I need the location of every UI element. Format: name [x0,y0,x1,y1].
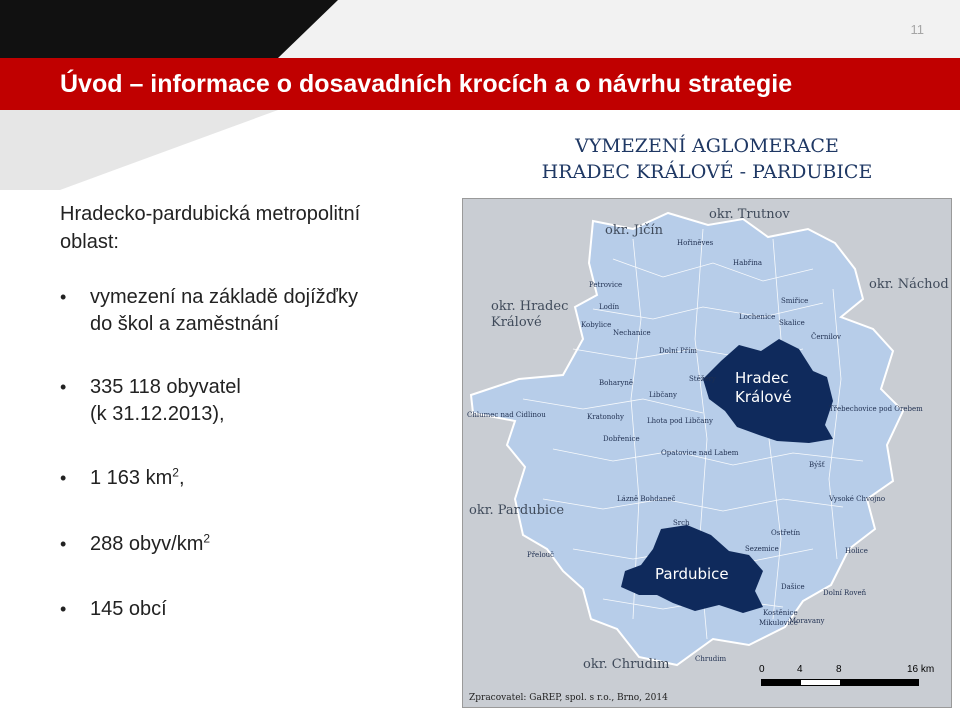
city-label-hradec-kralove [735,369,792,407]
bullet-density [60,531,440,558]
municipality-label: Habřina [733,259,763,267]
page-number: 11 [910,22,924,37]
municipality-label: Lochenice [739,313,776,321]
scale-tick-4: 4 [797,664,803,675]
map-heading-line-2: HRADEC KRÁLOVÉ - PARDUBICE [541,161,873,183]
district-label-jicin: okr. Jičín [605,223,663,238]
district-label-pardubice: okr. Pardubice [469,503,565,518]
bullet-density-superscript: 2 [203,531,211,546]
map-credit: Zpracovatel: GaREP, spol. s r.o., Brno, 2014 [469,693,668,703]
bullet-population-line-2: (k 31.12.2013), [90,403,225,425]
scale-tick-0: 0 [759,664,765,675]
municipality-label: Vysoké Chvojno [829,495,886,503]
municipality-label: Chrudim [695,655,727,663]
bullet-area-value: 1 163 km [90,467,173,489]
district-label-hradec-kralove [491,299,568,331]
district-label-trutnov: okr. Trutnov [709,207,790,222]
municipality-label: Stěžery [689,375,716,383]
municipality-label: Kobylice [581,321,612,329]
city-label-pardubice: Pardubice [655,565,729,583]
municipality-label: Ostřetín [771,529,801,537]
district-label-chrudim: okr. Chrudim [583,657,670,672]
bullet-definition-line-1: • vymezení na základě dojížďky [90,286,358,308]
municipality-label: Dašice [781,583,805,591]
municipality-label: Skalice [779,319,805,327]
slide-title: Úvod – informace o dosavadních krocích a o návrhu strategie [60,70,793,98]
municipality-label: Opatovice nad Labem [661,449,739,457]
bullet-population-line-1: • 335 118 obyvatel [90,376,241,398]
municipality-label: Dobřenice [603,435,640,443]
key-facts-list [60,284,440,623]
scale-tick-16-value: 16 [907,664,919,675]
municipality-label: Černilov [811,333,841,341]
municipality-label: Srch [673,519,690,527]
municipality-label: Přelouč [527,551,555,559]
municipality-label: Hořiněves [677,239,714,247]
bullet-municipalities [60,596,440,623]
bullet-area-superscript: 2 [172,465,179,480]
municipality-label: Mikulovice [759,619,798,627]
municipality-label: Kratonohy [587,413,624,421]
city-label-hk-line-1: Hradec [735,369,789,387]
scale-tick-16 [907,664,934,675]
municipality-label: Kostěnice [763,609,798,617]
city-label-hk-line-2: Králové [735,388,792,406]
scale-tick-8: 8 [836,664,842,675]
municipality-label: Petrovice [589,281,623,289]
scale-bar-graphic [761,679,919,686]
bullet-municipalities-value: 145 obcí [90,598,167,620]
bullet-population [60,374,440,428]
municipality-label: Dolní Přím [659,347,697,355]
municipality-label: Třebechovice pod Orebem [829,405,923,413]
map-scale-bar [761,665,941,691]
intro-text [60,200,420,256]
municipality-label: Nechanice [613,329,651,337]
municipality-label: Lodín [599,303,620,311]
municipality-label: Moravany [789,617,825,625]
municipality-label: Lázně Bohdaneč [617,495,676,503]
bullet-area-tail: , [178,467,185,489]
municipality-label: Libčany [649,391,677,399]
municipality-label: Býšť [809,461,825,469]
municipality-label: Boharyně [599,379,633,387]
map-heading-line-1: VYMEZENÍ AGLOMERACE [575,135,839,157]
scale-unit: km [920,664,935,675]
map-heading [462,133,952,185]
district-label-hk-line-1: okr. Hradec [491,299,569,314]
municipality-label: Lhota pod Libčany [647,417,713,425]
district-label-hk-line-2: Králové [491,315,542,330]
bullet-definition [60,284,440,338]
municipality-label: Smiřice [781,297,809,305]
bullet-definition-line-2: do škol a zaměstnání [90,313,279,335]
municipality-label: Holice [845,547,868,555]
bullet-area [60,465,440,492]
agglomeration-map [462,198,952,708]
municipality-label: Dolní Roveň [823,589,867,597]
municipality-label: Sezemice [745,545,779,553]
bullet-density-value: 288 obyv/km [90,533,204,555]
municipality-label: Chlumec nad Cidlinou [467,411,546,419]
intro-line-1: Hradecko-pardubická metropolitní [60,203,361,225]
intro-line-2: oblast: [60,231,119,253]
district-label-nachod: okr. Náchod [869,277,949,292]
